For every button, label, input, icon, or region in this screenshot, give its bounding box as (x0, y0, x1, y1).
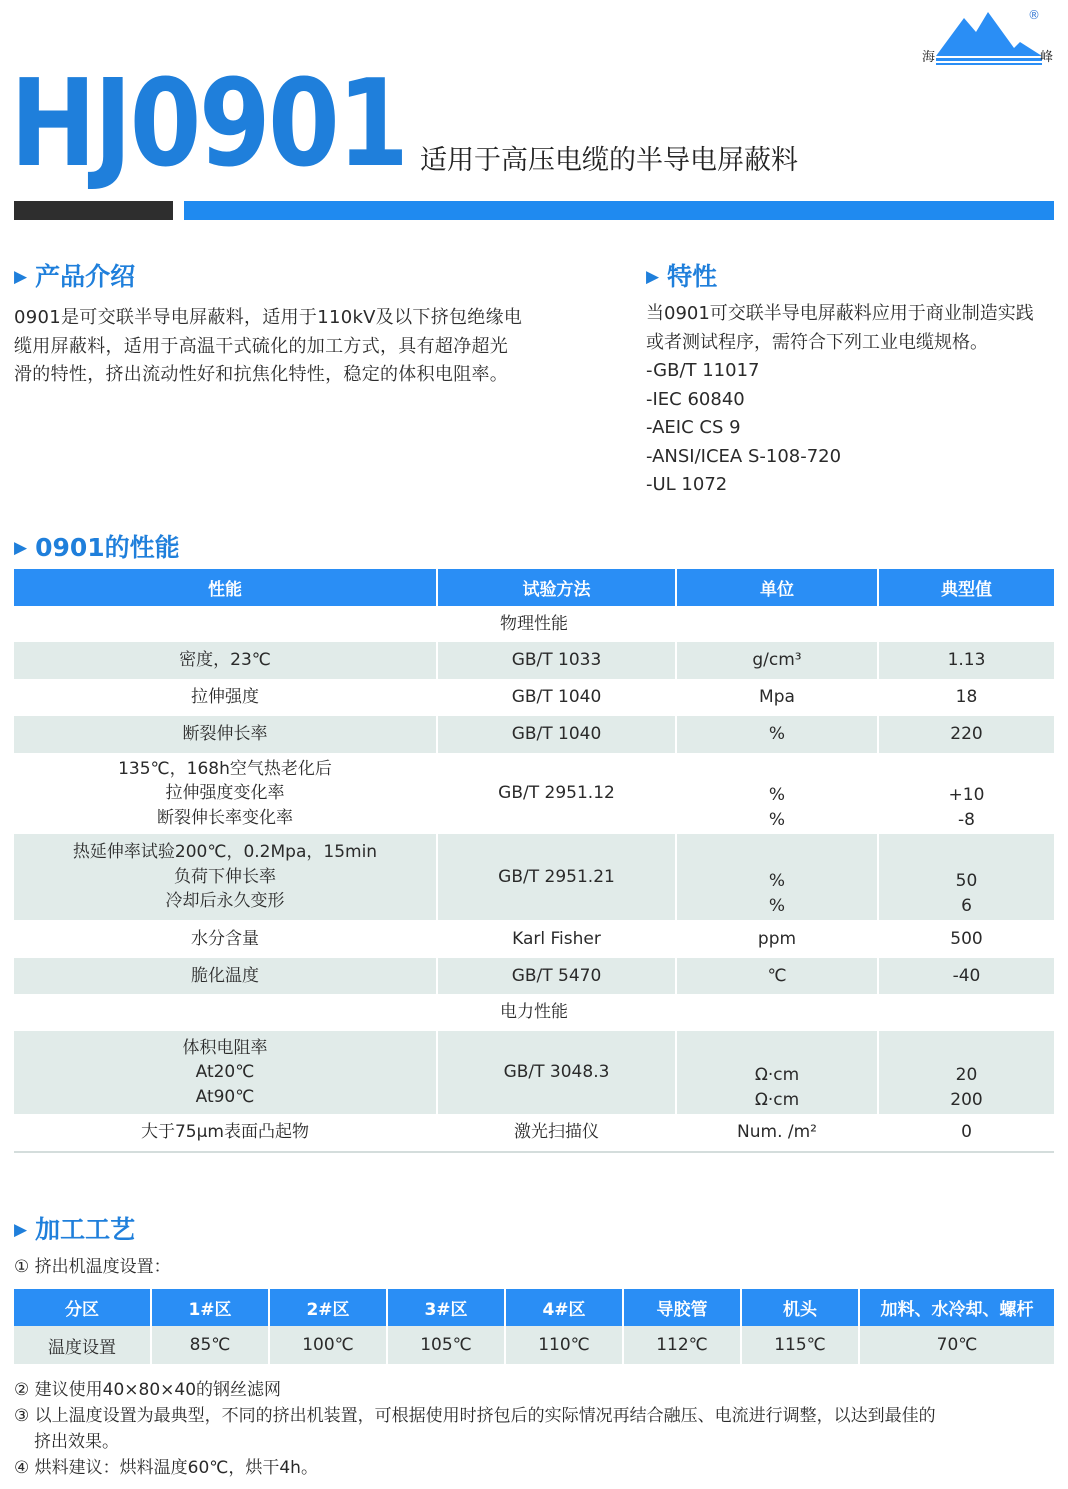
method-cell: GB/T 2951.12 (437, 753, 676, 834)
unit-line: % (768, 785, 786, 805)
property-line: 热延伸率试验200℃，0.2Mpa，15min (72, 842, 378, 863)
property-line: At90℃ (195, 1086, 255, 1107)
performance-table (14, 569, 1054, 1153)
property-cell (14, 753, 437, 834)
value-cell: 1.13 (878, 642, 1054, 679)
value-cell: 220 (878, 716, 1054, 753)
table-row (14, 1031, 1054, 1114)
table-row (14, 642, 1054, 679)
unit-line: % (768, 871, 786, 891)
standard-item: -AEIC CS 9 (646, 417, 741, 438)
standard-item: -ANSI/ICEA S-108-720 (646, 445, 842, 467)
column-header: 性能 (14, 569, 437, 606)
value-cell (878, 1031, 1054, 1114)
features-heading (646, 257, 717, 293)
column-header: 1#区 (151, 1289, 269, 1326)
value-line: -8 (958, 809, 975, 830)
property-line: At20℃ (195, 1062, 255, 1083)
product-subtitle: 适用于高压电缆的半导电屏蔽料 (420, 145, 798, 176)
column-header: 试验方法 (437, 569, 676, 606)
standard-item: -IEC 60840 (646, 388, 745, 410)
product-code-title: HJ0901 (10, 55, 407, 194)
temperature-cell: 70℃ (859, 1326, 1054, 1364)
unit-line: Ω·cm (754, 1089, 800, 1110)
logo-char-right: 峰 (1040, 50, 1054, 65)
property-cell (14, 834, 437, 920)
adjust-note: ③ 以上温度设置为最典型，不同的挤出机装置，可根据使用时挤包后的实际情况再结合融压、电流进行调整，以达到最佳的 (14, 1406, 936, 1426)
intro-heading (14, 257, 135, 293)
unit-cell: g/cm³ (676, 642, 878, 679)
intro-paragraph: 0901是可交联半导电屏蔽料，适用于110kV及以下挤包绝缘电缆用屏蔽料，适用于高温干式硫化的加工方式，具有超净超光滑的特性，挤出流动性好和抗焦化特性，稳定的体积电阻率。 (14, 307, 523, 385)
unit-line: % (768, 895, 786, 916)
value-cell (878, 834, 1054, 920)
method-cell: GB/T 3048.3 (437, 1031, 676, 1114)
column-header: 导胶管 (623, 1289, 741, 1326)
property-line: 断裂伸长率变化率 (157, 807, 293, 828)
table-header-row (14, 569, 1054, 606)
column-header: 加料、水冷却、螺杆 (859, 1289, 1054, 1326)
column-header: 典型值 (878, 569, 1054, 606)
property-cell: 水分含量 (14, 920, 437, 958)
unit-line: Ω·cm (754, 1065, 800, 1085)
value-cell: 18 (878, 679, 1054, 716)
unit-cell: ppm (676, 920, 878, 958)
column-header: 4#区 (505, 1289, 623, 1326)
unit-line: % (768, 809, 786, 830)
process-heading-label: 加工工艺 (35, 1215, 136, 1244)
drying-note: ④ 烘料建议：烘料温度60℃，烘干4h。 (14, 1458, 318, 1478)
property-cell: 拉伸强度 (14, 679, 437, 716)
section-row-physical (14, 606, 1054, 642)
features-line: 或者测试程序，需符合下列工业电缆规格。 (646, 331, 988, 353)
column-header: 2#区 (269, 1289, 387, 1326)
value-cell (878, 753, 1054, 834)
unit-cell: Num. /m² (676, 1114, 878, 1152)
property-line: 负荷下伸长率 (174, 866, 276, 887)
unit-cell (676, 834, 878, 920)
unit-cell: % (676, 716, 878, 753)
header-divider-dark (14, 201, 173, 220)
method-cell: GB/T 1040 (437, 716, 676, 753)
value-cell: -40 (878, 958, 1054, 994)
performance-heading-label: 0901的性能 (35, 533, 180, 562)
temperature-cell: 85℃ (151, 1326, 269, 1364)
triangle-bullet-icon: ▶ (14, 1220, 28, 1240)
header-divider-blue (184, 201, 1054, 220)
filter-note: ② 建议使用40×80×40的钢丝滤网 (14, 1380, 282, 1400)
adjust-note-continued: 挤出效果。 (34, 1432, 119, 1452)
unit-cell: ℃ (676, 958, 878, 994)
table-row (14, 679, 1054, 716)
value-line: 20 (955, 1065, 978, 1085)
unit-cell: Mpa (676, 679, 878, 716)
property-line: 体积电阻率 (182, 1037, 268, 1058)
section-label: 物理性能 (14, 606, 1054, 642)
method-cell: GB/T 2951.21 (437, 834, 676, 920)
unit-cell (676, 753, 878, 834)
registered-mark: ® (1028, 8, 1040, 22)
section-row-electrical (14, 994, 1054, 1031)
method-cell: Karl Fisher (437, 920, 676, 958)
features-heading-label: 特性 (667, 262, 718, 291)
property-cell: 脆化温度 (14, 958, 437, 994)
value-line: +10 (948, 785, 985, 805)
process-notes (14, 1377, 1059, 1481)
temperature-cell: 115℃ (741, 1326, 859, 1364)
logo-char-left: 海 (922, 50, 936, 65)
temperature-cell: 110℃ (505, 1326, 623, 1364)
property-cell: 大于75μm表面凸起物 (14, 1114, 437, 1152)
property-line: 冷却后永久变形 (165, 891, 285, 912)
table-row (14, 1114, 1054, 1152)
section-label: 电力性能 (14, 994, 1054, 1031)
column-header: 分区 (14, 1289, 151, 1326)
method-cell: 激光扫描仪 (437, 1114, 676, 1152)
triangle-bullet-icon: ▶ (14, 267, 28, 287)
table-row (14, 834, 1054, 920)
temperature-cell: 112℃ (623, 1326, 741, 1364)
property-cell (14, 1031, 437, 1114)
temperature-cell: 100℃ (269, 1326, 387, 1364)
property-line: 135℃，168h空气热老化后 (118, 758, 332, 779)
property-line: 拉伸强度变化率 (165, 783, 285, 804)
table-row (14, 753, 1054, 834)
value-cell: 0 (878, 1114, 1054, 1152)
process-heading (14, 1210, 135, 1246)
column-header: 机头 (741, 1289, 859, 1326)
features-list (646, 300, 1061, 500)
triangle-bullet-icon: ▶ (14, 538, 28, 558)
method-cell: GB/T 5470 (437, 958, 676, 994)
extruder-temp-note: ① 挤出机温度设置： (14, 1257, 171, 1277)
property-cell: 断裂伸长率 (14, 716, 437, 753)
value-line: 200 (950, 1089, 983, 1110)
row-label-cell: 温度设置 (14, 1326, 151, 1364)
triangle-bullet-icon: ▶ (646, 267, 660, 287)
method-cell: GB/T 1033 (437, 642, 676, 679)
temperature-cell: 105℃ (387, 1326, 505, 1364)
table-row (14, 716, 1054, 753)
method-cell: GB/T 1040 (437, 679, 676, 716)
company-logo (918, 6, 1058, 68)
column-header: 单位 (676, 569, 878, 606)
table-header-row (14, 1289, 1054, 1326)
unit-cell (676, 1031, 878, 1114)
table-row (14, 1326, 1054, 1364)
column-header: 3#区 (387, 1289, 505, 1326)
property-cell: 密度，23℃ (14, 642, 437, 679)
table-row (14, 958, 1054, 994)
performance-heading (14, 528, 180, 564)
value-cell: 500 (878, 920, 1054, 958)
value-line: 6 (961, 895, 972, 916)
intro-heading-label: 产品介绍 (35, 262, 136, 291)
value-line: 50 (955, 871, 978, 891)
standard-item: -GB/T 11017 (646, 360, 760, 381)
features-line: 当0901可交联半导电屏蔽料应用于商业制造实践 (646, 303, 1034, 324)
table-row (14, 920, 1054, 958)
standard-item: -UL 1072 (646, 474, 728, 495)
temperature-table (14, 1289, 1054, 1364)
